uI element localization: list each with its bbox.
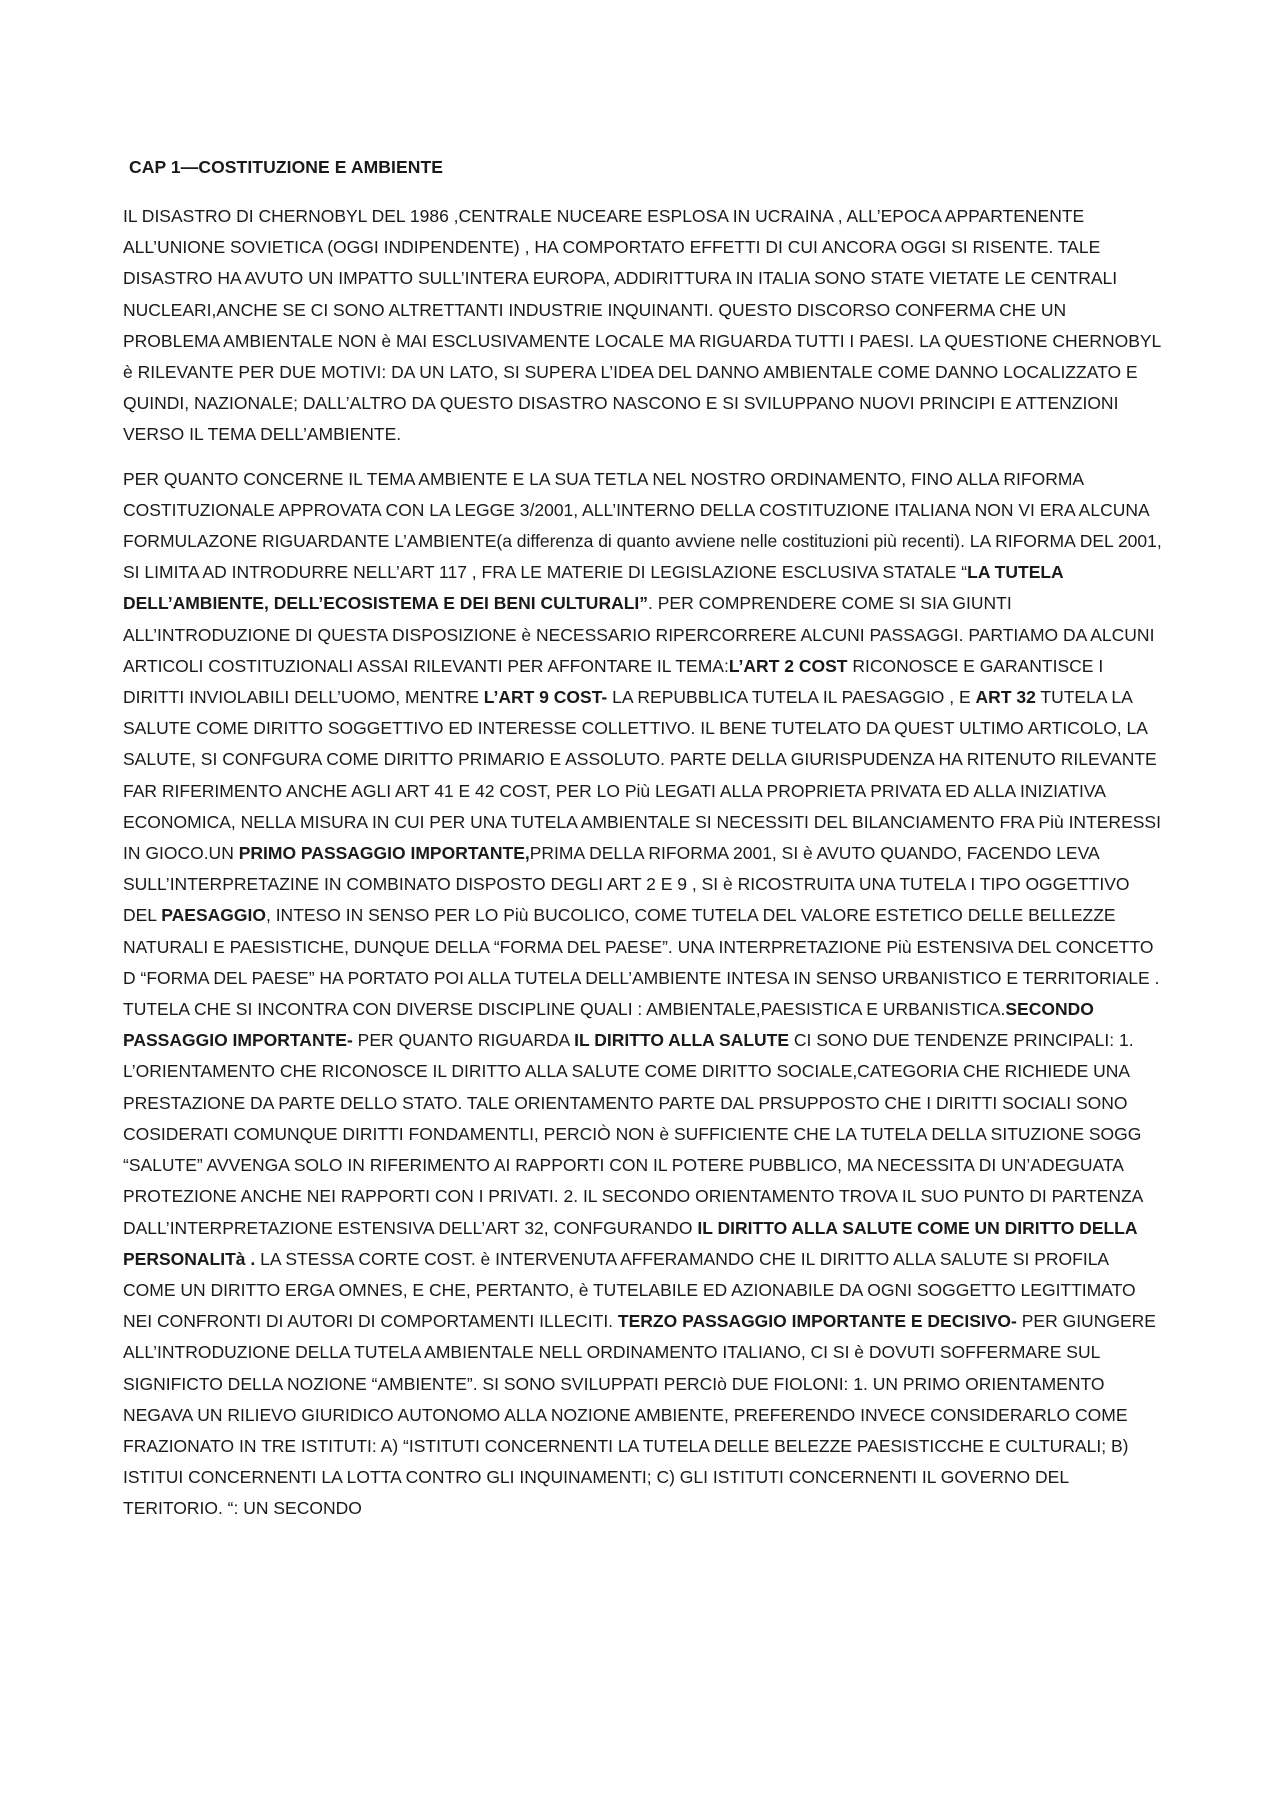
text-run: LA STESSA CORTE COST. è INTERVENUTA AFFERAMANDO CHE IL DIRITTO ALLA SALUTE SI PROFILA COME UN DIRITTO ERGA OMNES, E CHE, PERTANTO, è TUTELABILE ED AZIONABILE DA OGNI SOGGETTO LEGITTIMATO NEI CONFRONTI DI AUTORI DI COMPORTAMENTI ILLECITI. xyxy=(123,1248,1136,1332)
paragraph-costituzione-ambiente xyxy=(123,464,1163,1525)
text-run: LA REPUBBLICA TUTELA IL PAESAGGIO , E xyxy=(607,687,976,708)
text-run: PER QUANTO CONCERNE IL TEMA AMBIENTE E LA SUA TETLA NEL NOSTRO ORDINAMENTO, FINO ALLA RIFORMA COSTITUZIONALE APPROVATA CON LA LEGGE 3/2001, ALL’INTERNO DELLA COSTITUZIONE ITALIANA NON VI ERA ALCUNA FORMULAZONE RIGUARDANTE L’AMBIENTE(a differenza di quanto avviene nelle costituzioni più recenti). LA RIFORMA DEL 2001, SI LIMITA AD INTRODURRE NELL’ART 117 , FRA LE MATERIE DI LEGISLAZIONE ESCLUSIVA STATALE “ xyxy=(123,468,1162,583)
bold-run: IL DIRITTO ALLA SALUTE COME UN DIRITTO DELLA PERSONALITà . xyxy=(123,1217,1137,1269)
bold-run: SECONDO PASSAGGIO IMPORTANTE- xyxy=(123,999,1094,1051)
text-run: . PER COMPRENDERE COME SI SIA GIUNTI ALL’INTRODUZIONE DI QUESTA DISPOSIZIONE è NECESSARIO RIPERCORRERE ALCUNI PASSAGGI. PARTIAMO DA ALCUNI ARTICOLI COSTITUZIONALI ASSAI RILEVANTI PER AFFONTARE IL TEMA: xyxy=(123,593,1155,676)
bold-run: PAESAGGIO xyxy=(161,905,266,926)
text-run: PER QUANTO RIGUARDA xyxy=(352,1030,575,1051)
document-page xyxy=(123,152,1163,1538)
text-run: PRIMA DELLA RIFORMA 2001, SI è AVUTO QUANDO, FACENDO LEVA SULL’INTERPRETAZINE IN COMBINATO DISPOSTO DEGLI ART 2 E 9 , SI è RICOSTRUITA UNA TUTELA I TIPO OGGETTIVO DEL xyxy=(123,843,1130,926)
bold-run: LA TUTELA DELL’AMBIENTE, DELL’ECOSISTEMA E DEI BENI CULTURALI” xyxy=(123,562,1064,614)
paragraph-chernobyl: IL DISASTRO DI CHERNOBYL DEL 1986 ,CENTRALE NUCEARE ESPLOSA IN UCRAINA , ALL’EPOCA APPARTENENTE ALL’UNIONE SOVIETICA (OGGI INDIPENDENTE) , HA COMPORTATO EFFETTI DI CUI ANCORA OGGI SI RISENTE. TALE DISASTRO HA AVUTO UN IMPATTO SULL’INTERA EUROPA, ADDIRITTURA IN ITALIA SONO STATE VIETATE LE CENTRALI NUCLEARI,ANCHE SE CI SONO ALTRETTANTI INDUSTRIE INQUINANTI. QUESTO DISCORSO CONFERMA CHE UN PROBLEMA AMBIENTALE NON è MAI ESCLUSIVAMENTE LOCALE MA RIGUARDA TUTTI I PAESI. LA QUESTIONE CHERNOBYL è RILEVANTE PER DUE MOTIVI: DA UN LATO, SI SUPERA L’IDEA DEL DANNO AMBIENTALE COME DANNO LOCALIZZATO E QUINDI, NAZIONALE; DALL’ALTRO DA QUESTO DISASTRO NASCONO E SI SVILUPPANO NUOVI PRINCIPI E ATTENZIONI VERSO IL TEMA DELL’AMBIENTE. xyxy=(123,206,1161,445)
chapter-title: CAP 1—COSTITUZIONE E AMBIENTE xyxy=(129,157,444,177)
bold-run: PRIMO PASSAGGIO IMPORTANTE, xyxy=(238,843,530,864)
text-run: RICONOSCE E GARANTISCE I DIRITTI INVIOLABILI DELL’UOMO, MENTRE xyxy=(123,655,1104,708)
bold-run: L’ART 2 COST xyxy=(728,655,848,676)
bold-run: TERZO PASSAGGIO IMPORTANTE E DECISIVO- xyxy=(617,1311,1017,1332)
bold-run: ART 32 xyxy=(975,687,1036,708)
bold-run: L’ART 9 COST- xyxy=(483,687,608,708)
text-run: TUTELA LA SALUTE COME DIRITTO SOGGETTIVO ED INTERESSE COLLETTIVO. IL BENE TUTELATO DA QUEST ULTIMO ARTICOLO, LA SALUTE, SI CONFGURA COME DIRITTO PRIMARIO E ASSOLUTO. PARTE DELLA GIURISPUDENZA HA RITENUTO RILEVANTE FAR RIFERIMENTO ANCHE AGLI ART 41 E 42 COST, PER LO Più LEGATI ALLA PROPRIETA PRIVATA ED ALLA INIZIATIVA ECONOMICA, NELLA MISURA IN CUI PER UNA TUTELA AMBIENTALE SI NECESSITI DEL BILANCIAMENTO FRA Più INTERESSI IN GIOCO.UN xyxy=(123,687,1161,864)
text-run: , INTESO IN SENSO PER LO Più BUCOLICO, COME TUTELA DEL VALORE ESTETICO DELLE BELLEZZE NATURALI E PAESISTICHE, DUNQUE DELLA “FORMA DEL PAESE”. UNA INTERPRETAZIONE Più ESTENSIVA DEL CONCETTO D “FORMA DEL PAESE” HA PORTATO POI ALLA TUTELA DELL’AMBIENTE INTESA IN SENSO URBANISTICO E TERRITORIALE . TUTELA CHE SI INCONTRA CON DIVERSE DISCIPLINE QUALI : AMBIENTALE,PAESISTICA E URBANISTICA. xyxy=(123,905,1160,1020)
text-run: CI SONO DUE TENDENZE PRINCIPALI: 1. L’ORIENTAMENTO CHE RICONOSCE IL DIRITTO ALLA SALUTE COME DIRITTO SOCIALE,CATEGORIA CHE RICHIEDE UNA PRESTAZIONE DA PARTE DELLO STATO. TALE ORIENTAMENTO PARTE DAL PRSUPPOSTO CHE I DIRITTI SOCIALI SONO COSIDERATI COMUNQUE DIRITTI FONDAMENTLI, PERCIÒ NON è SUFFICIENTE CHE LA TUTELA DELLA SITUZIONE SOGG “SALUTE” AVVENGA SOLO IN RIFERIMENTO AI RAPPORTI CON IL POTERE PUBBLICO, MA NECESSITA DI UN’ADEGUATA PROTEZIONE ANCHE NEI RAPPORTI CON I PRIVATI. 2. IL SECONDO ORIENTAMENTO TROVA IL SUO PUNTO DI PARTENZA DALL’INTERPRETAZIONE ESTENSIVA DELL’ART 32, CONFGURANDO xyxy=(123,1030,1143,1238)
text-run: PER GIUNGERE ALL’INTRODUZIONE DELLA TUTELA AMBIENTALE NELL ORDINAMENTO ITALIANO, CI SI è DOVUTI SOFFERMARE SUL SIGNIFICTO DELLA NOZIONE “AMBIENTE”. SI SONO SVILUPPATI PERCIò DUE FIOLONI: 1. UN PRIMO ORIENTAMENTO NEGAVA UN RILIEVO GIURIDICO AUTONOMO ALLA NOZIONE AMBIENTE, PREFERENDO INVECE CONSIDERARLO COME FRAZIONATO IN TRE ISTITUTI: A) “ISTITUTI CONCERNENTI LA TUTELA DELLE BELEZZE PAESISTICCHE E CULTURALI; B) ISTITUI CONCERNENTI LA LOTTA CONTRO GLI INQUINAMENTI; C) GLI ISTITUTI CONCERNENTI IL GOVERNO DEL TERITORIO. “: UN SECONDO xyxy=(123,1311,1156,1519)
bold-run: IL DIRITTO ALLA SALUTE xyxy=(574,1030,790,1051)
